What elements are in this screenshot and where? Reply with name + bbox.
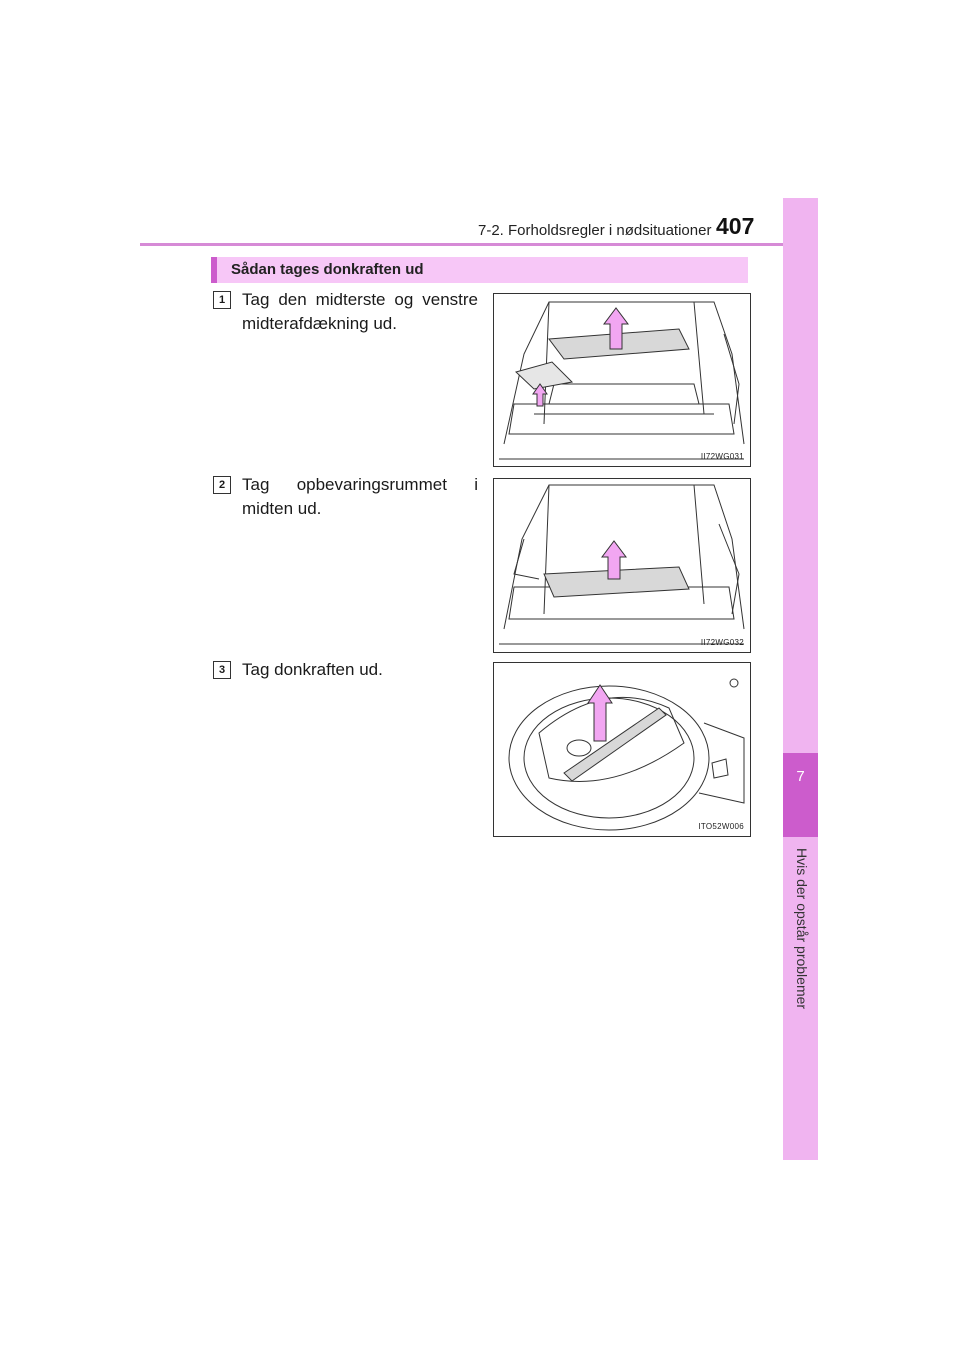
chapter-side-tab [783,198,818,1160]
step-text-2: Tag opbevaringsrummet i midten ud. [242,475,478,518]
step-number-3: 3 [213,661,231,679]
header-title: 7-2. Forholdsregler i nødsituationer [478,222,712,239]
page-number: 407 [716,213,755,239]
luggage-cover-removal-illustration [494,294,750,466]
header-divider [140,243,818,246]
step-number-2: 2 [213,476,231,494]
section-header [211,257,748,283]
step-number-1: 1 [213,291,231,309]
figure-code-3: ITO52W006 [698,822,744,831]
step-text-3: Tag donkraften ud. [242,660,383,679]
jack-removal-illustration [494,663,750,836]
figure-code-1: II72WG031 [700,452,744,461]
storage-tray-removal-illustration [494,479,750,652]
figure-code-2: II72WG032 [700,638,744,647]
chapter-side-tab-active [783,753,818,837]
chapter-number: 7 [796,768,805,785]
chapter-title: Hvis der opstår problemer [794,848,810,1010]
figure-2 [493,478,751,653]
figure-1 [493,293,751,467]
figure-3 [493,662,751,837]
section-title: Sådan tages donkraften ud [231,261,424,278]
step-text-1: Tag den midterste og venstre midterafdækning ud. [242,290,478,333]
